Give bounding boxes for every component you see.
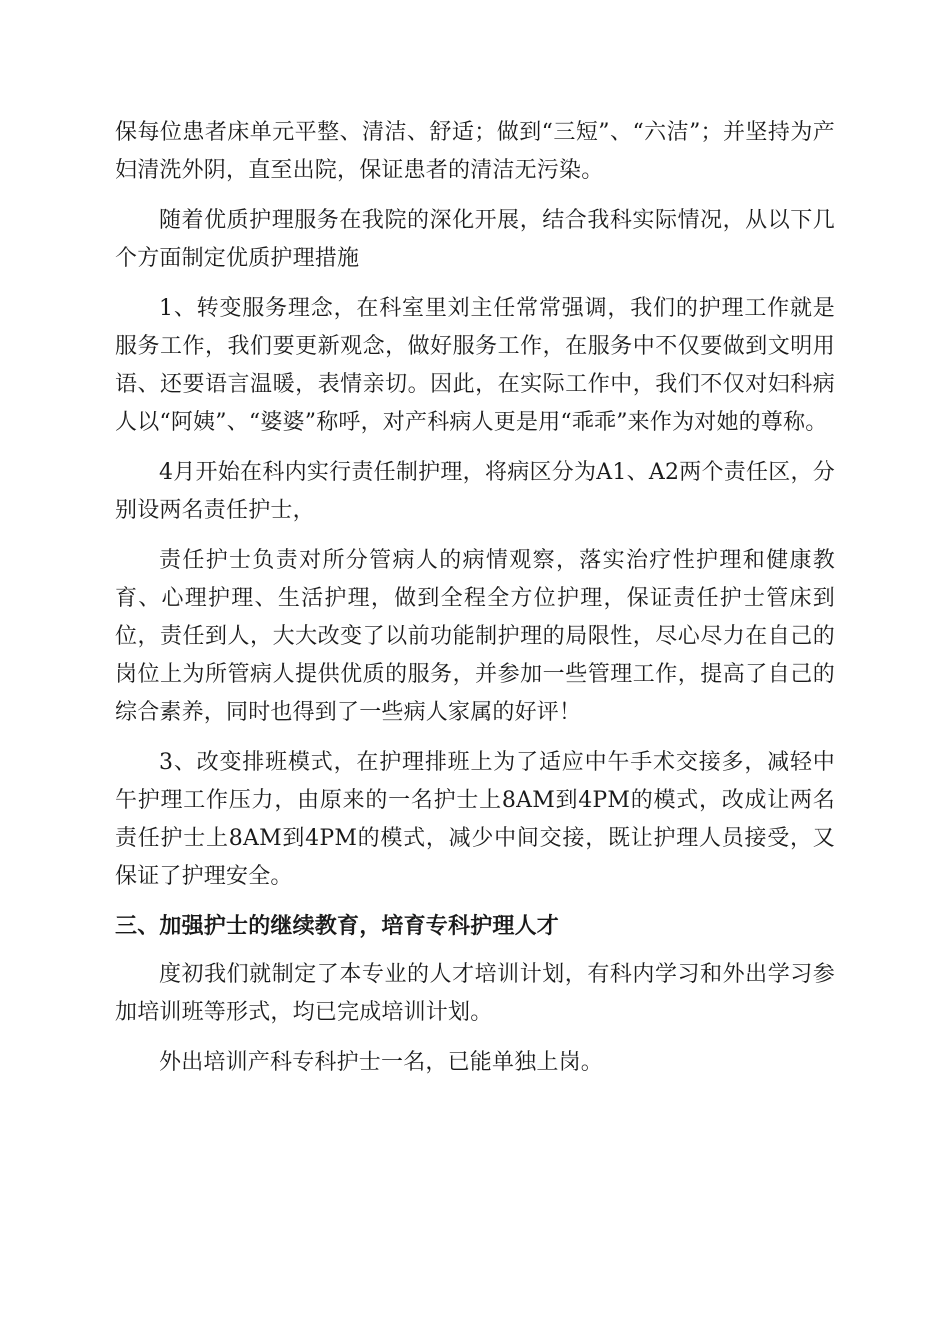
paragraph-training-plan: 度初我们就制定了本专业的人才培训计划，有科内学习和外出学习参加培训班等形式，均已完成培训计划。 xyxy=(115,962,835,1025)
paragraph-service-concept: 1、转变服务理念，在科室里刘主任常常强调，我们的护理工作就是服务工作，我们要更新观念，做好服务工作，在服务中不仅要做到文明用语、还要语言温暖，表情亲切。因此，在实际工作中，我们不仅对妇科病人以“阿姨”、“婆婆”称呼，对产科病人更是用“乖乖”来作为对她的尊称。 xyxy=(115,296,835,435)
paragraph-quality-care-intro: 随着优质护理服务在我院的深化开展，结合我科实际情况，从以下几个方面制定优质护理措施 xyxy=(115,208,835,271)
paragraph-responsible-nurse-duties: 责任护士负责对所分管病人的病情观察，落实治疗性护理和健康教育、心理护理、生活护理，做到全程全方位护理，保证责任护士管床到位，责任到人，大大改变了以前功能制护理的局限性，尽心尽力在自己的岗位上为所管病人提供优质的服务，并参加一些管理工作，提高了自己的综合素养，同时也得到了一些病人家属的好评！ xyxy=(115,548,835,725)
paragraph-cleanliness-continued: 保每位患者床单元平整、清洁、舒适；做到“三短”、“六洁”；并坚持为产妇清洗外阴，直至出院，保证患者的清洁无污染。 xyxy=(115,120,835,183)
paragraph-responsibility-areas: 4月开始在科内实行责任制护理，将病区分为A1、A2两个责任区，分别设两名责任护士， xyxy=(115,460,835,523)
section-heading-continuing-education: 三、加强护士的继续教育，培育专科护理人才 xyxy=(115,914,560,939)
paragraph-shift-schedule: 3、改变排班模式，在护理排班上为了适应中午手术交接多，减轻中午护理工作压力，由原来的一名护士上8AM到4PM的模式，改成让两名责任护士上8AM到4PM的模式，减少中间交接，既让护理人员接受，又保证了护理安全。 xyxy=(115,750,835,889)
paragraph-external-training: 外出培训产科专科护士一名，已能单独上岗。 xyxy=(159,1050,604,1075)
document-body xyxy=(115,114,835,1094)
